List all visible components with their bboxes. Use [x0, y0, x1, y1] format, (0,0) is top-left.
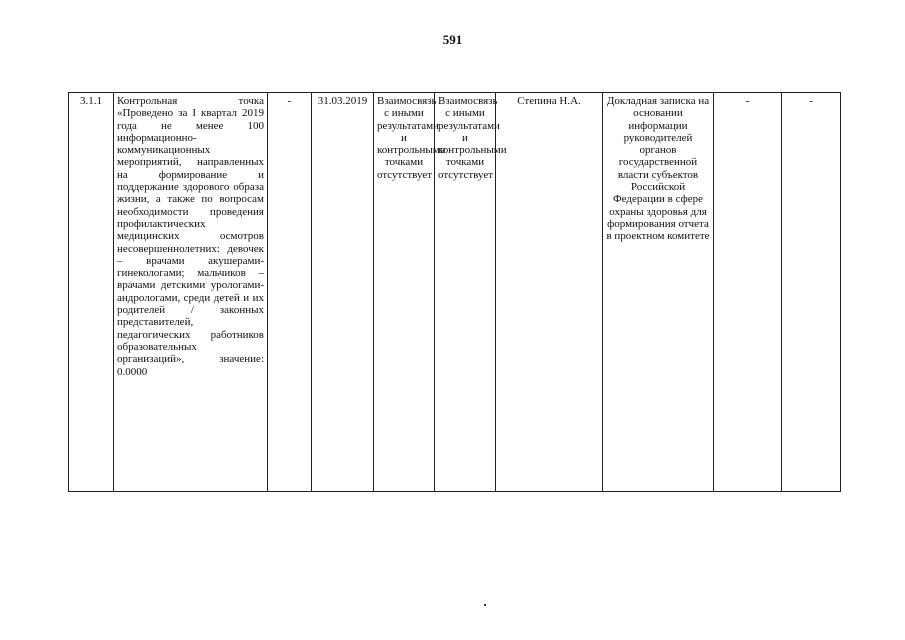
end-date-cell: 31.03.2019 [312, 93, 374, 492]
row-number-cell: 3.1.1 [69, 93, 114, 492]
extra-cell: - [782, 93, 841, 492]
relation-cell-1: Взаимосвязь с иными результатами и контрольными точками отсутствует [374, 93, 435, 492]
responsible-person-cell: Степина Н.А. [496, 93, 603, 492]
control-point-description-cell: Контрольная точка «Проведено за I квартал 2019 года не менее 100 информационно-коммуникационных мероприятий, направленных на формирование и поддержание здорового образа жизни, а также по вопросам необходимости проведения профилактических медицинских осмотров несовершеннолетних: девочек – врачами акушерами-гинекологами; мальчиков – врачами детскими урологами-андрологами, среди детей и их родителей / законных представителей, педагогических работников образовательных организаций», значение: 0.0000 [114, 93, 268, 492]
start-date-cell: - [268, 93, 312, 492]
relation-cell-2: Взаимосвязь с иными результатами и контрольными точками отсутствует [435, 93, 496, 492]
result-document-cell: Докладная записка на основании информации руководителей органов государственной власти субъектов Российской Федерации в сфере охраны здоровья для формирования отчета в проектном комитете [603, 93, 714, 492]
scan-dot [484, 604, 486, 606]
plan-table [68, 92, 841, 492]
table-row [69, 93, 841, 492]
page-number: 591 [442, 32, 463, 47]
control-level-cell: - [714, 93, 782, 492]
